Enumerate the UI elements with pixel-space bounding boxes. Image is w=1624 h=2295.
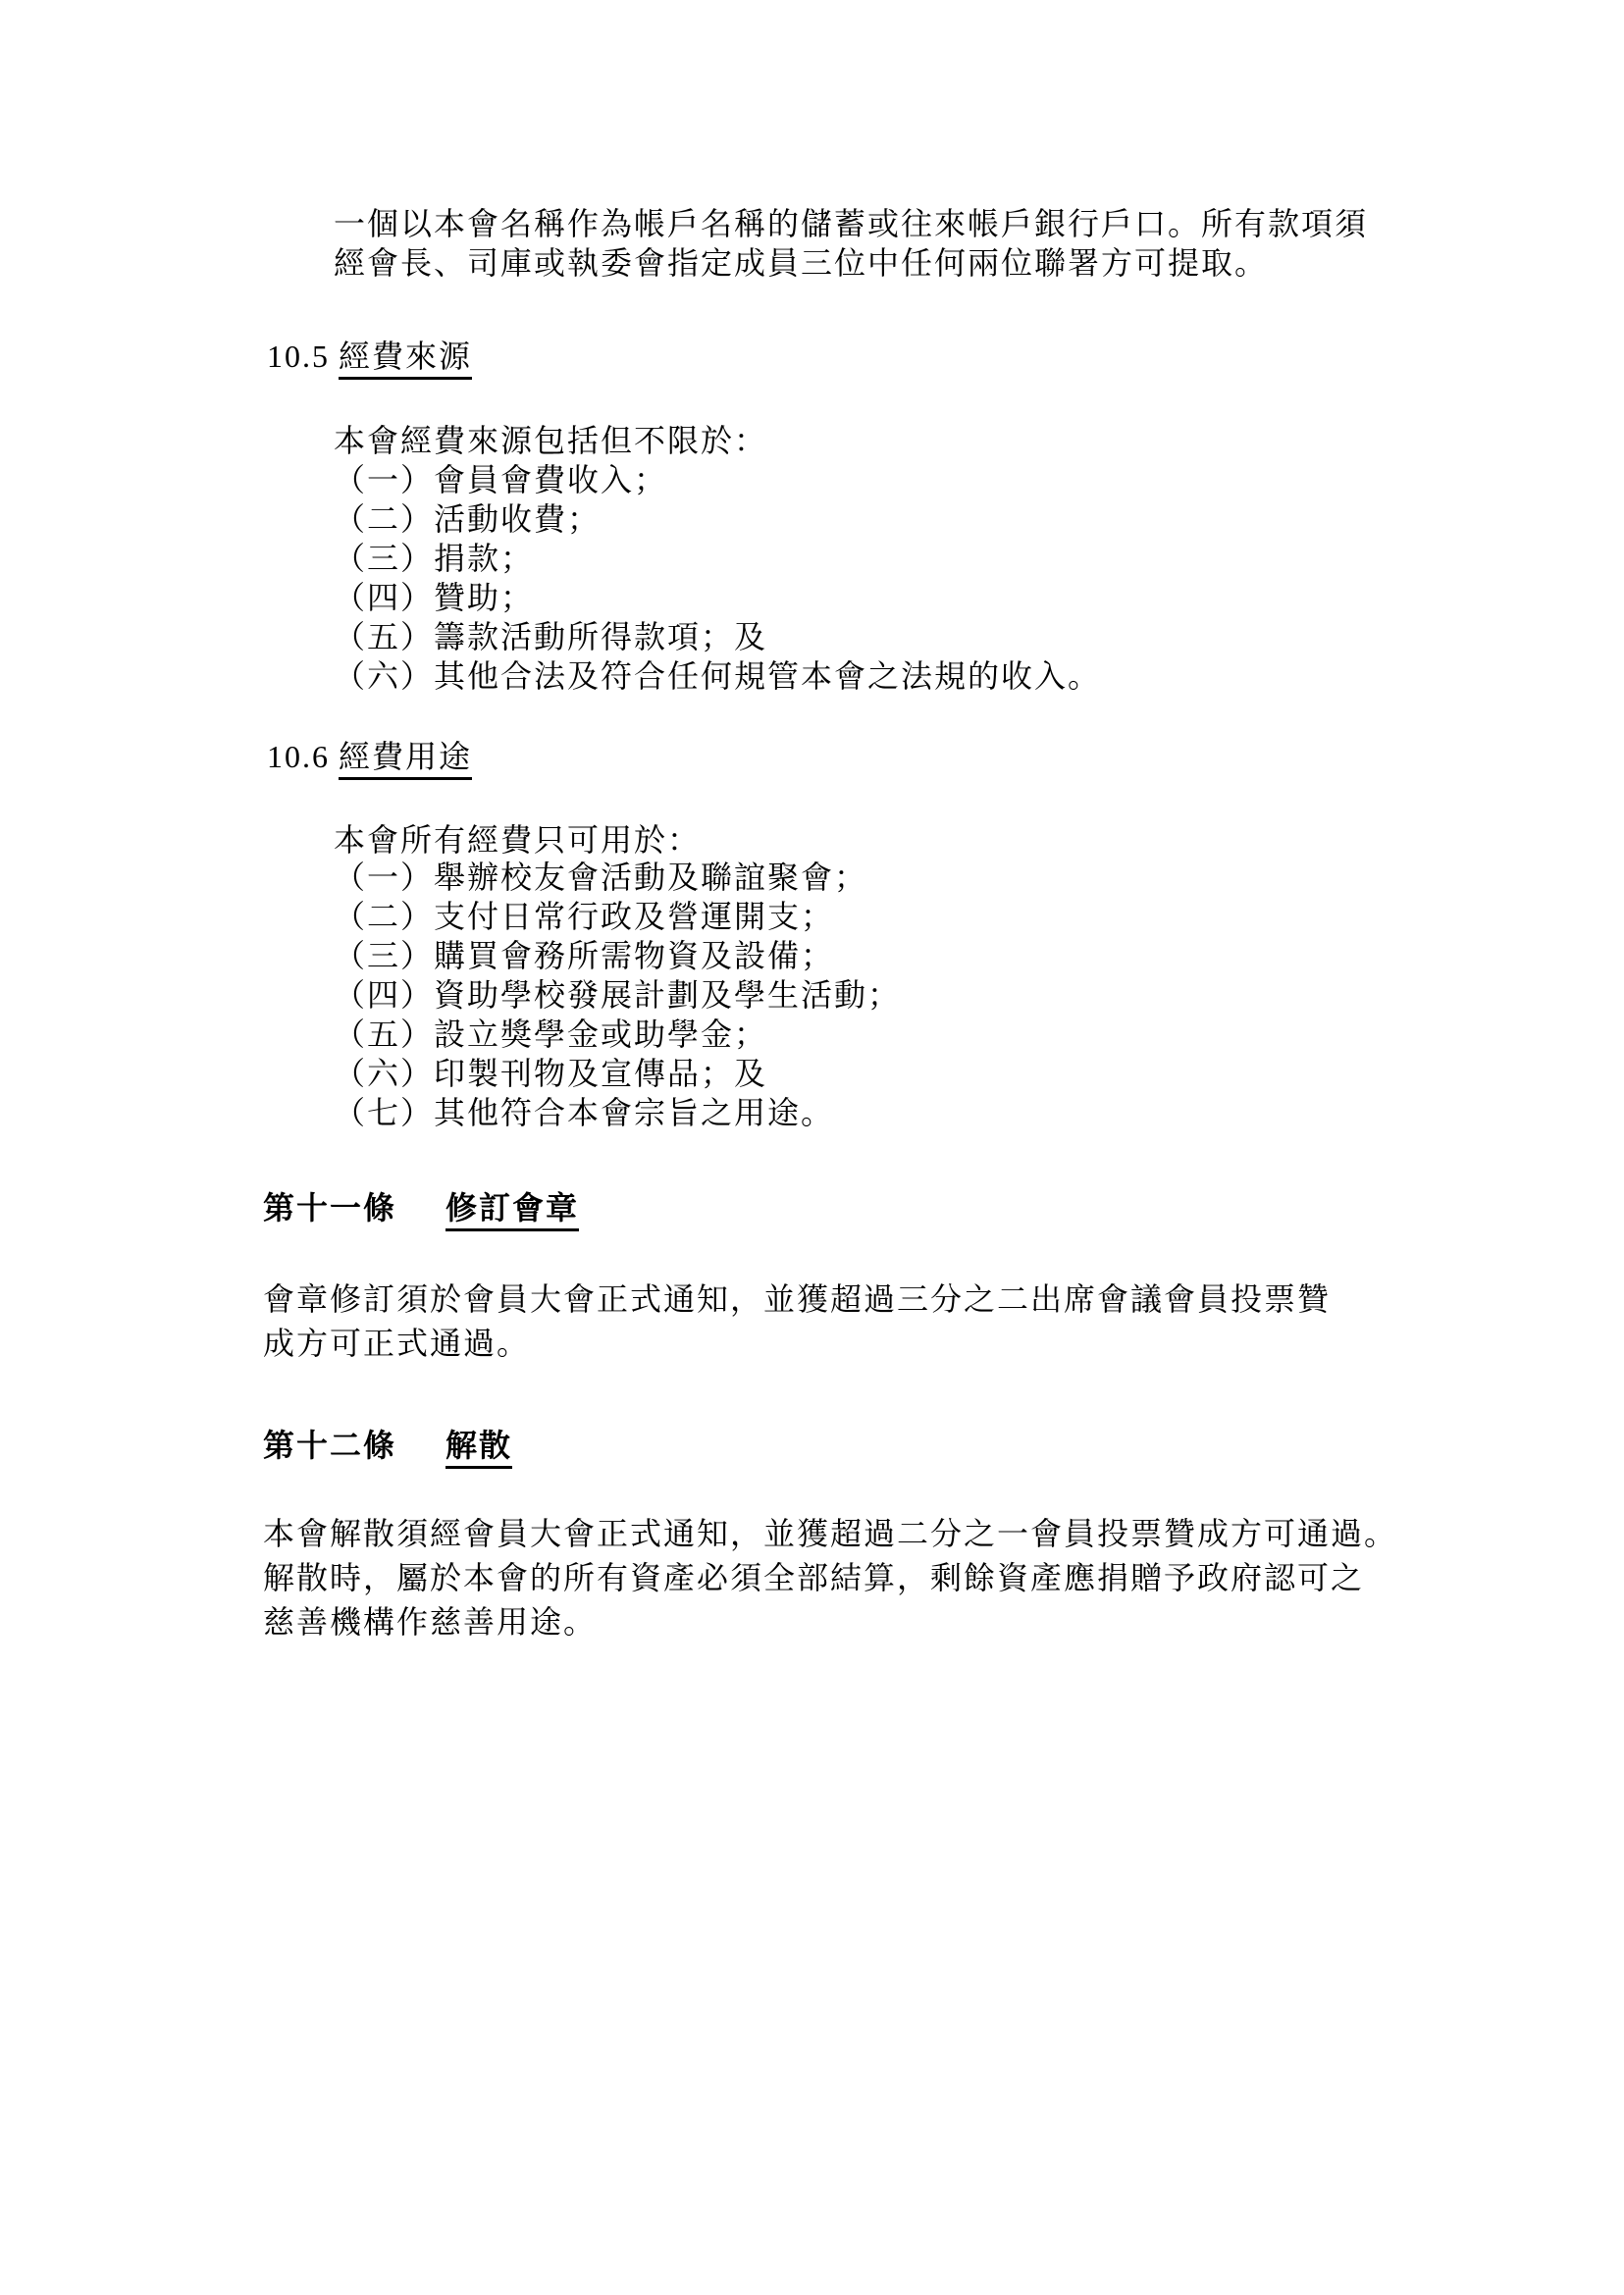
section-10-5-lead: 本會經費來源包括但不限於：: [334, 423, 768, 458]
continued-paragraph-line-1: 一個以本會名稱作為帳戶名稱的儲蓄或往來帳戶銀行戶口。所有款項須: [334, 206, 1369, 241]
section-title-10-6: 經費用途: [339, 739, 472, 780]
list-item: （二）支付日常行政及營運開支；: [334, 899, 835, 934]
list-item: （六）其他合法及符合任何規管本會之法規的收入。: [334, 658, 1102, 694]
article-11-paragraph-line-1: 會章修訂須於會員大會正式通知，並獲超過三分之二出席會議會員投票贊: [263, 1281, 1332, 1317]
article-12-paragraph-line-3: 慈善機構作慈善用途。: [263, 1604, 598, 1640]
list-item: （三）購買會務所需物資及設備；: [334, 938, 835, 973]
section-number-10-6: 10.6: [267, 739, 330, 774]
article-12-title: 解散: [445, 1428, 512, 1469]
list-item: （五）設立獎學金或助學金；: [334, 1017, 768, 1052]
article-11-number: 第十一條: [263, 1190, 397, 1226]
list-item: （三）捐款；: [334, 541, 535, 576]
article-12-heading: [263, 1428, 512, 1464]
list-item: （一）會員會費收入；: [334, 462, 668, 497]
article-11-heading: [263, 1190, 579, 1226]
article-12-paragraph-line-2: 解散時，屬於本會的所有資產必須全部結算，剩餘資產應捐贈予政府認可之: [263, 1560, 1365, 1595]
article-11-title: 修訂會章: [445, 1190, 579, 1231]
section-heading-10-6: [267, 739, 472, 775]
list-item: （四）資助學校發展計劃及學生活動；: [334, 977, 902, 1013]
section-heading-10-5: [267, 339, 472, 375]
list-item: （五）籌款活動所得款項；及: [334, 619, 768, 654]
list-item: （一）舉辦校友會活動及聯誼聚會；: [334, 860, 868, 895]
section-10-6-lead: 本會所有經費只可用於：: [334, 822, 702, 858]
continued-paragraph-line-2: 經會長、司庫或執委會指定成員三位中任何兩位聯署方可提取。: [334, 245, 1269, 281]
list-item: （四）贊助；: [334, 580, 535, 615]
list-item: （六）印製刊物及宣傳品；及: [334, 1056, 768, 1091]
section-number-10-5: 10.5: [267, 339, 330, 374]
list-item: （七）其他符合本會宗旨之用途。: [334, 1095, 835, 1130]
article-11-paragraph-line-2: 成方可正式通過。: [263, 1326, 531, 1361]
article-12-paragraph-line-1: 本會解散須經會員大會正式通知，並獲超過二分之一會員投票贊成方可通過。: [263, 1516, 1398, 1551]
section-title-10-5: 經費來源: [339, 339, 472, 380]
article-12-number: 第十二條: [263, 1428, 397, 1463]
list-item: （二）活動收費；: [334, 501, 602, 537]
